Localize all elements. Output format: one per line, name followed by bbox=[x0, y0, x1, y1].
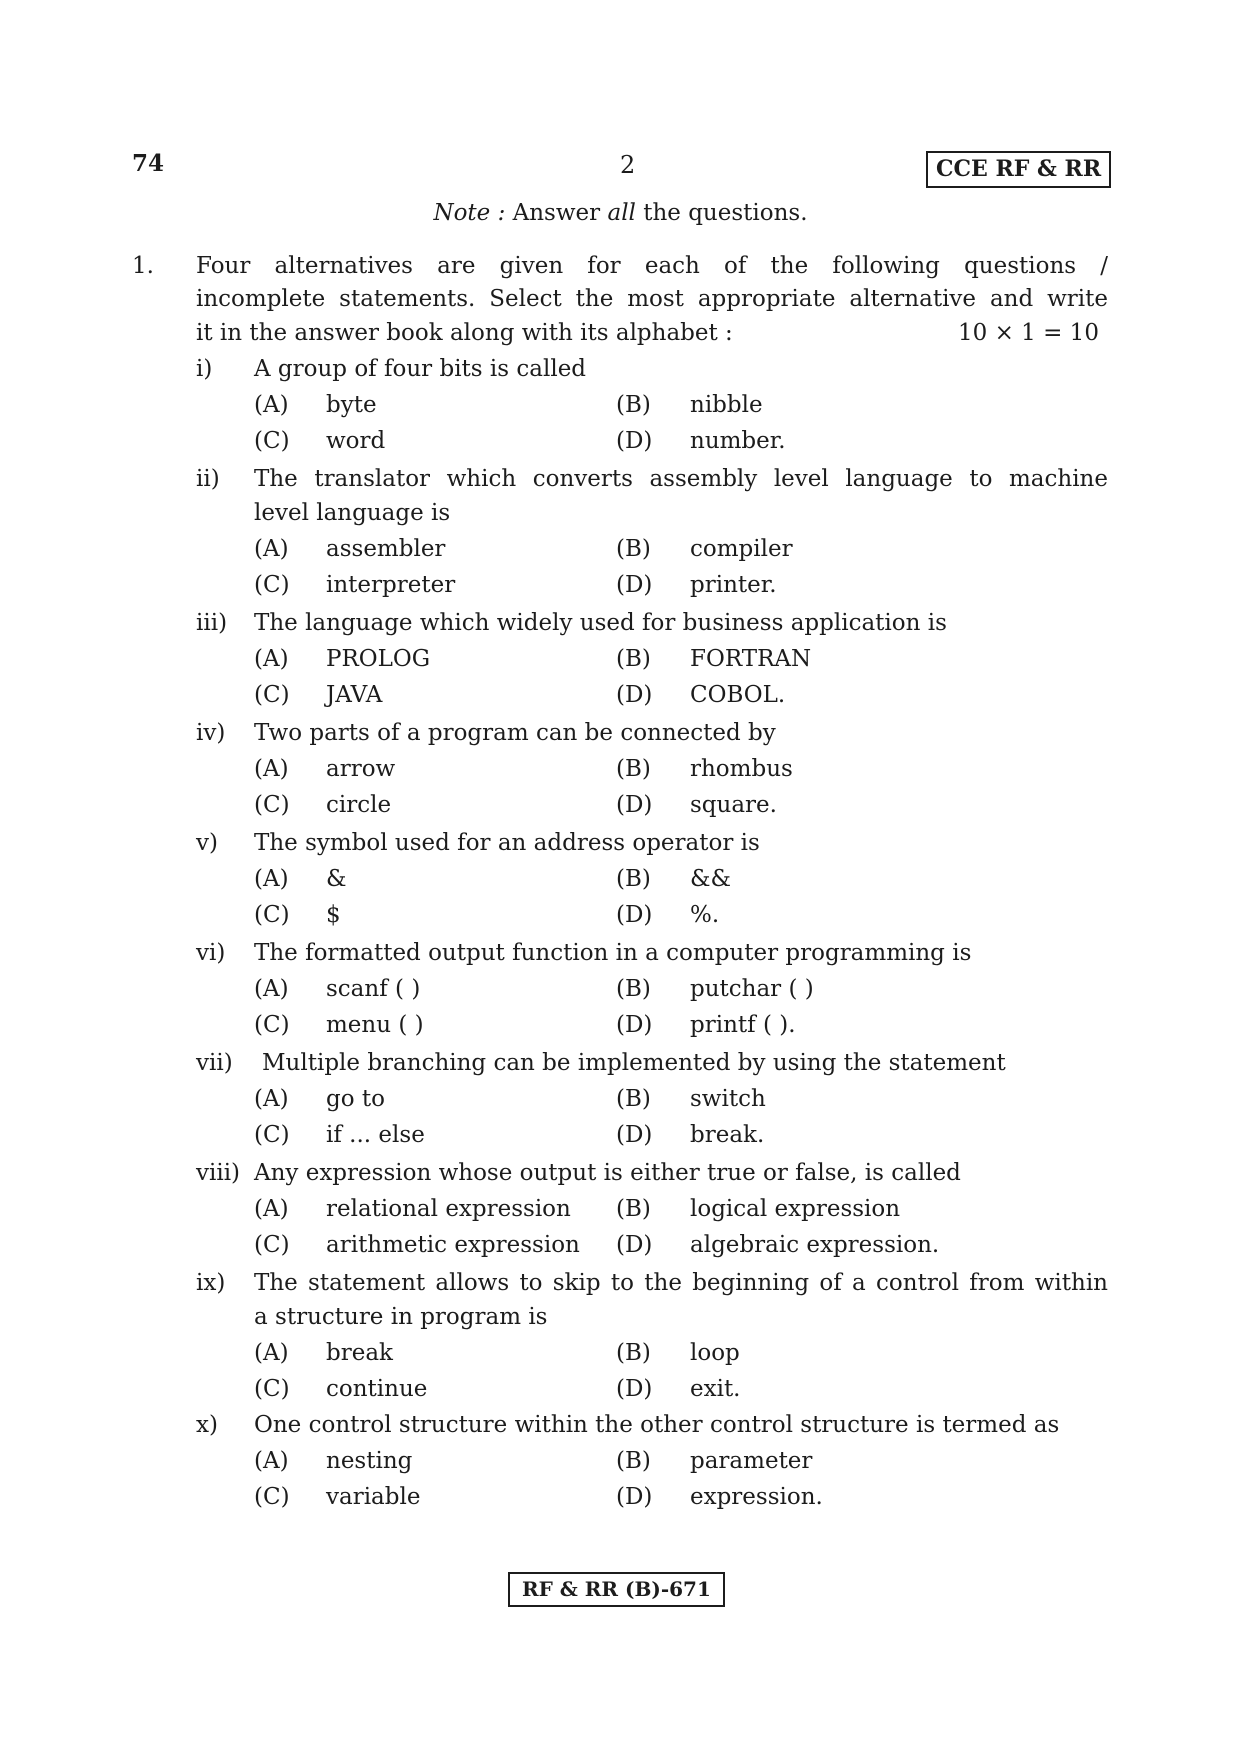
option-c: JAVA bbox=[326, 682, 383, 708]
option-b: compiler bbox=[690, 536, 793, 562]
option-d: algebraic expression. bbox=[690, 1232, 940, 1258]
option-label-c: (C) bbox=[254, 792, 290, 818]
option-b: parameter bbox=[690, 1448, 813, 1474]
option-b: putchar ( ) bbox=[690, 976, 814, 1002]
option-label-a: (A) bbox=[254, 536, 289, 562]
option-a: assembler bbox=[326, 536, 446, 562]
note-text-before: Answer bbox=[505, 200, 608, 226]
option-c: if ... else bbox=[326, 1122, 425, 1148]
option-label-c: (C) bbox=[254, 1012, 290, 1038]
option-a: break bbox=[326, 1340, 393, 1366]
option-label-a: (A) bbox=[254, 866, 289, 892]
option-b: loop bbox=[690, 1340, 740, 1366]
instruction-line-3: it in the answer book along with its alphabet : bbox=[196, 320, 733, 346]
option-d: expression. bbox=[690, 1484, 823, 1510]
question-number: viii) bbox=[196, 1160, 241, 1186]
option-label-c: (C) bbox=[254, 682, 290, 708]
option-label-b: (B) bbox=[616, 392, 651, 418]
option-label-c: (C) bbox=[254, 428, 290, 454]
option-c: arithmetic expression bbox=[326, 1232, 580, 1258]
option-label-a: (A) bbox=[254, 976, 289, 1002]
option-a: scanf ( ) bbox=[326, 976, 421, 1002]
option-label-d: (D) bbox=[616, 1376, 653, 1402]
option-label-c: (C) bbox=[254, 1484, 290, 1510]
option-label-a: (A) bbox=[254, 1196, 289, 1222]
option-label-c: (C) bbox=[254, 902, 290, 928]
section-number: 1. bbox=[132, 253, 154, 279]
question-text-line-1: The translator which converts assembly level language to machine bbox=[254, 466, 1108, 492]
instruction-line-2: incomplete statements. Select the most appropriate alternative and write bbox=[196, 286, 1108, 312]
question-text: The symbol used for an address operator is bbox=[254, 830, 760, 856]
option-c: word bbox=[326, 428, 386, 454]
question-number: iv) bbox=[196, 720, 226, 746]
option-d: square. bbox=[690, 792, 777, 818]
exam-code-box: CCE RF & RR bbox=[926, 151, 1111, 188]
question-text: Multiple branching can be implemented by using the statement bbox=[262, 1050, 1006, 1076]
question-text: Any expression whose output is either true or false, is called bbox=[254, 1160, 961, 1186]
option-a: relational expression bbox=[326, 1196, 571, 1222]
option-d: printer. bbox=[690, 572, 777, 598]
option-label-d: (D) bbox=[616, 428, 653, 454]
option-c: variable bbox=[326, 1484, 421, 1510]
option-a: PROLOG bbox=[326, 646, 431, 672]
option-label-b: (B) bbox=[616, 1196, 651, 1222]
option-label-d: (D) bbox=[616, 682, 653, 708]
page-number: 2 bbox=[620, 151, 636, 179]
option-label-d: (D) bbox=[616, 1012, 653, 1038]
option-c: circle bbox=[326, 792, 392, 818]
note-line bbox=[0, 200, 1241, 226]
option-a: arrow bbox=[326, 756, 396, 782]
note-emphasis: all bbox=[607, 200, 636, 226]
option-d: COBOL. bbox=[690, 682, 786, 708]
option-c: $ bbox=[326, 902, 341, 928]
marks-allocation: 10 × 1 = 10 bbox=[958, 320, 1099, 346]
option-c: continue bbox=[326, 1376, 428, 1402]
option-a: & bbox=[326, 866, 347, 892]
question-number: ii) bbox=[196, 466, 220, 492]
option-label-a: (A) bbox=[254, 1340, 289, 1366]
option-b: && bbox=[690, 866, 731, 892]
question-text: Two parts of a program can be connected by bbox=[254, 720, 776, 746]
option-d: number. bbox=[690, 428, 786, 454]
option-b: logical expression bbox=[690, 1196, 901, 1222]
question-text-line-2: a structure in program is bbox=[254, 1304, 548, 1330]
option-label-d: (D) bbox=[616, 1484, 653, 1510]
question-number: vii) bbox=[196, 1050, 233, 1076]
option-label-c: (C) bbox=[254, 1122, 290, 1148]
option-label-b: (B) bbox=[616, 646, 651, 672]
question-number: ix) bbox=[196, 1270, 226, 1296]
question-number: vi) bbox=[196, 940, 226, 966]
option-label-d: (D) bbox=[616, 902, 653, 928]
option-label-d: (D) bbox=[616, 1232, 653, 1258]
option-c: menu ( ) bbox=[326, 1012, 424, 1038]
option-b: switch bbox=[690, 1086, 766, 1112]
question-number: v) bbox=[196, 830, 218, 856]
instruction-line-1: Four alternatives are given for each of the following questions / bbox=[196, 253, 1108, 279]
question-text: The language which widely used for business application is bbox=[254, 610, 947, 636]
option-label-a: (A) bbox=[254, 1448, 289, 1474]
option-label-b: (B) bbox=[616, 976, 651, 1002]
option-label-b: (B) bbox=[616, 1086, 651, 1112]
option-label-b: (B) bbox=[616, 536, 651, 562]
option-b: nibble bbox=[690, 392, 763, 418]
question-text-line-1: The statement allows to skip to the beginning of a control from within bbox=[254, 1270, 1108, 1296]
option-d: printf ( ). bbox=[690, 1012, 796, 1038]
option-d: break. bbox=[690, 1122, 765, 1148]
option-label-b: (B) bbox=[616, 1340, 651, 1366]
question-text: A group of four bits is called bbox=[254, 356, 587, 382]
option-label-d: (D) bbox=[616, 572, 653, 598]
option-a: go to bbox=[326, 1086, 385, 1112]
option-label-a: (A) bbox=[254, 756, 289, 782]
option-label-c: (C) bbox=[254, 572, 290, 598]
question-number: iii) bbox=[196, 610, 228, 636]
option-b: rhombus bbox=[690, 756, 793, 782]
question-text: One control structure within the other control structure is termed as bbox=[254, 1412, 1060, 1438]
option-d: exit. bbox=[690, 1376, 741, 1402]
option-label-a: (A) bbox=[254, 646, 289, 672]
option-label-c: (C) bbox=[254, 1376, 290, 1402]
option-label-a: (A) bbox=[254, 1086, 289, 1112]
option-a: byte bbox=[326, 392, 377, 418]
question-number: i) bbox=[196, 356, 213, 382]
option-c: interpreter bbox=[326, 572, 456, 598]
option-b: FORTRAN bbox=[690, 646, 812, 672]
option-label-b: (B) bbox=[616, 1448, 651, 1474]
note-text-after: the questions. bbox=[635, 200, 808, 226]
footer-code-box: RF & RR (B)-671 bbox=[508, 1572, 725, 1607]
option-label-d: (D) bbox=[616, 792, 653, 818]
option-d: %. bbox=[690, 902, 720, 928]
option-label-c: (C) bbox=[254, 1232, 290, 1258]
note-prefix: Note : bbox=[433, 200, 506, 226]
option-label-b: (B) bbox=[616, 866, 651, 892]
question-text: The formatted output function in a computer programming is bbox=[254, 940, 972, 966]
option-a: nesting bbox=[326, 1448, 413, 1474]
question-number: x) bbox=[196, 1412, 218, 1438]
option-label-a: (A) bbox=[254, 392, 289, 418]
option-label-b: (B) bbox=[616, 756, 651, 782]
option-label-d: (D) bbox=[616, 1122, 653, 1148]
question-text-line-2: level language is bbox=[254, 500, 451, 526]
page-code: 74 bbox=[132, 150, 165, 177]
